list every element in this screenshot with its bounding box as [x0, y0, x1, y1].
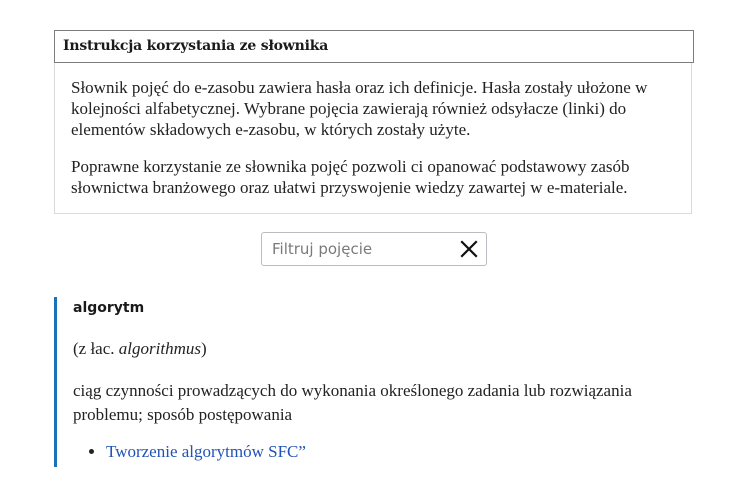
list-item [106, 442, 306, 462]
origin-prefix: (z łac. [73, 339, 119, 358]
filter-field [261, 232, 487, 266]
instructions-paragraph: Słownik pojęć do e-zasobu zawiera hasła oraz ich definicje. Hasła zostały ułożone w kolejności alfabetycznej. Wybrane pojęcia zawierają również odsyłacze (linki) do elementów składowych e-zasobu, w których zostały użyte. [71, 78, 648, 139]
entry-term: algorytm [73, 300, 145, 316]
close-icon[interactable] [460, 240, 478, 258]
glossary-entry [54, 297, 694, 467]
entry-link[interactable]: Tworzenie algorytmów SFC” [106, 442, 306, 461]
instructions-panel [54, 30, 692, 214]
entry-origin [73, 339, 207, 359]
entry-definition: ciąg czynności prowadzących do wykonania określonego zadania lub rozwiązania problemu; sposób postępowania [73, 381, 632, 424]
entry-links [90, 442, 306, 462]
instructions-paragraph: Poprawne korzystanie ze słownika pojęć pozwoli ci opanować podstawowy zasób słownictwa branżowego oraz ułatwi przyswojenie wiedzy zawartej w e-materiale. [71, 157, 630, 197]
instructions-body [71, 77, 683, 214]
origin-word: algorithmus [118, 339, 201, 358]
origin-suffix: ) [200, 339, 207, 358]
instructions-title: Instrukcja korzystania ze słownika [54, 30, 694, 63]
filter-input[interactable] [272, 238, 452, 260]
